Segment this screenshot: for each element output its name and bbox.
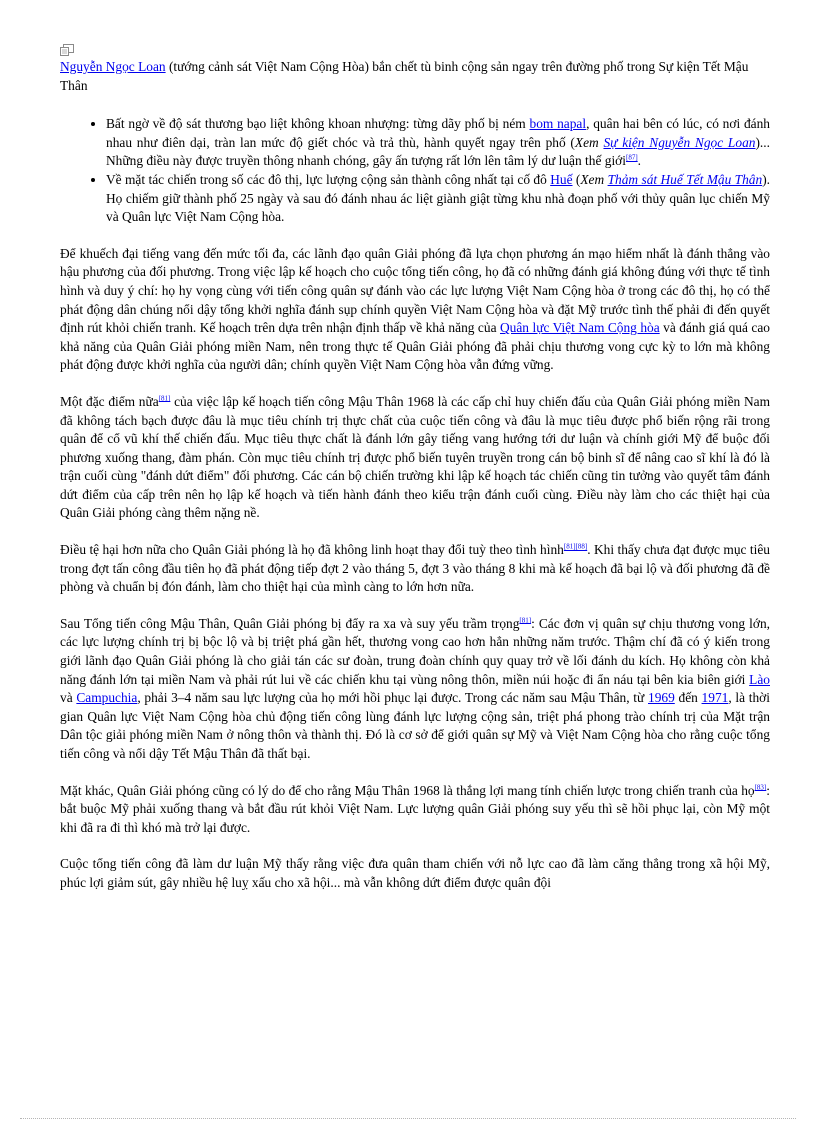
text: Điều tệ hại hơn nữa cho Quân Giải phóng là họ đã không linh hoạt thay đổi tuỳ theo tình hình (60, 542, 564, 558)
bullet-list (60, 115, 770, 227)
text: đến (674, 690, 702, 706)
image-caption (60, 58, 770, 95)
text: và (60, 690, 77, 706)
link-lao[interactable]: Lào (749, 671, 770, 687)
link-quan-luc-vnch[interactable]: Quân lực Việt Nam Cộng hòa (500, 320, 660, 336)
text: : bắt buộc Mỹ phải xuống thang và bắt đầu rút khỏi Việt Nam. Lực lượng quân Giải phóng suy yếu thì sẽ hồi phục lại, còn Mỹ một khi đã ra đi thì khó mà trở lại được. (60, 782, 770, 835)
paragraph-6 (60, 855, 770, 892)
link-bom-napal[interactable]: bom napal (529, 116, 587, 132)
broken-image-icon (60, 44, 770, 58)
link-nguyen-ngoc-loan[interactable]: Nguyễn Ngọc Loan (60, 59, 166, 74)
text: Sau Tổng tiến công Mậu Thân, Quân Giải phóng bị đẩy ra xa và suy yếu trầm trọng (60, 615, 520, 631)
link-campuchia[interactable]: Campuchia (76, 690, 138, 706)
paragraph-1 (60, 245, 770, 375)
text: . Khi thấy chưa đạt được mục tiêu trong đợt tấn công đầu tiên họ đã phát động tiếp đợt 2 vào tháng 5, đợt 3 vào tháng 8 khi mà kế hoạch đã bại lộ và đối phương đã đề phòng và chuẩn bị đón đánh, làm cho thiệt hại của mình càng to lớn hơn nữa. (60, 542, 770, 595)
text: , phải 3–4 năm sau lực lượng của họ mới hồi phục lại được. Trong các năm sau Mậu Thân, từ (137, 690, 648, 706)
caption-text: (tướng cảnh sát Việt Nam Cộng Hòa) bắn chết tù binh cộng sản ngay trên đường phố trong Sự kiện Tết Mậu Thân (60, 59, 749, 93)
reference-87[interactable]: [87] (625, 153, 638, 162)
text: : Các đơn vị quân sự chịu thương vong lớn, các lực lượng chính trị bị bộc lộ và bị triệt phá gần hết, thương vong cao hơn hẳn những năm trước. Thậm chí đã có ý kiến trong giới lãnh đạo Quân Giải phóng là cho giải tán các sư đoàn, trung đoàn chính quy quay trở về lối đánh du kích. Họ không còn khả năng đánh lớn tại miền Nam và phải rút lui về các chiến khu tại vùng nông thôn, miền núi hoặc đi ẩn náu tại bên kia biên giới (60, 615, 770, 687)
text: )... Những điều này được truyền thông nhanh chóng, gây ấn tượng rất lớn lên tâm lý dư luận thế giới (106, 134, 770, 169)
text: Để khuếch đại tiếng vang đến mức tối đa, các lãnh đạo quân Giải phóng đã lựa chọn phương án mạo hiểm nhất là đánh thẳng vào hậu phương của đối phương. Trong việc lập kế hoạch cho cuộc tổng tiến công, họ đã có những đánh giá không đúng với thực tế tình hình và duy ý chí: họ hy vọng cùng với tiến công quân sự đánh vào các lực lượng Việt Nam Cộng hòa ở trong các đô thị, họ có thể phát động dân chúng nổi dậy tổng khởi nghĩa đánh sụp chính quyền Việt Nam Cộng hòa và đặt Mỹ trước tình thế phải đi đến quyết định rút khỏi chiến tranh. Kế hoạch trên dựa trên nhận định thấp về khả năng của (60, 245, 770, 336)
text: và đánh giá quá cao khả năng của Quân Giải phóng miền Nam, nên trong thực tế Quân Giải phóng đã phải chịu thương vong cực kỳ to lớn mà không phát động được khởi nghĩa của người dân; chính quyền Việt Nam Cộng hòa vẫn đứng vững. (60, 320, 770, 373)
link-1971[interactable]: 1971 (701, 690, 729, 706)
text: ( (572, 171, 581, 187)
document-page (60, 44, 770, 911)
paragraph-4 (60, 615, 770, 764)
text: của việc lập kế hoạch tiến công Mậu Thân 1968 là các cấp chỉ huy chiến đấu của Quân Giải phóng miền Nam đã không tách bạch được đâu là mục tiêu chính trị thực chất của cuộc tiến công và đâu là mục tiêu được phổ biến rộng rãi trong quân để cổ vũ khí thế chiến đấu. Mục tiêu thực chất là đánh lớn gây tiếng vang hướng tới dư luận và chính giới Mỹ để buộc đối phương xuống thang, đàm phán. Còn mục tiêu chính trị được phổ biến tuyên truyền trong cán bộ binh sĩ để nâng cao sĩ khí là đó là trận cuối cùng "đánh dứt điểm" đối phương. Các cán bộ chiến trường khi lập kế hoạch tác chiến cũng tin tưởng vào quyết tâm đánh dứt điểm của cấp trên nên họ lập kế hoạch và tiến hành đánh theo kiểu trận đánh cuối cùng. Điều này làm cho các thiệt hại của Quân Giải phóng càng thêm nặng nề. (60, 393, 770, 521)
italic-text: Xem (580, 171, 608, 187)
paragraph-5 (60, 782, 770, 838)
text: Cuộc tổng tiến công đã làm dư luận Mỹ thấy rằng việc đưa quân tham chiến với nỗ lực cao đã làm căng thẳng trong xã hội Mỹ, phúc lợi giảm sút, gây nhiều hệ luỵ xấu cho xã hội... mà vẫn không dứt điểm được quân đội (60, 856, 770, 890)
text: . (637, 153, 642, 169)
italic-text: Xem (574, 134, 604, 150)
link-1969[interactable]: 1969 (648, 690, 675, 706)
text: ). Họ chiếm giữ thành phố 25 ngày và sau đó đánh nhau ác liệt giành giật từng khu nhà đoạn phố với thủy quân lục chiến Mỹ và Quân lực Việt Nam Cộng hòa. (106, 171, 771, 225)
link-tham-sat-hue[interactable]: Thảm sát Huế Tết Mậu Thân (607, 171, 763, 187)
link-su-kien-nguyen-ngoc-loan[interactable]: Sự kiện Nguyễn Ngọc Loan (603, 134, 756, 150)
text: Về mặt tác chiến trong số các đô thị, lực lượng cộng sản thành công nhất tại cố đô (106, 171, 551, 187)
text: Mặt khác, Quân Giải phóng cũng có lý do để cho rằng Mậu Thân 1968 là thắng lợi mang tính chiến lược trong chiến tranh của họ (60, 782, 755, 798)
reference-81[interactable]: [81] (519, 616, 532, 625)
text: , là thời gian Quân lực Việt Nam Cộng hòa chủ động tiến công lùng đánh lực lượng cộng sản, triệt phá phong trào chính trị của Mặt trận Dân tộc giải phóng miền Nam ở nông thôn và thành thị. Đó là cơ sở để giới quân sự Mỹ và Việt Nam Cộng hòa cho rằng cuộc tổng tiến công và nổi dậy Tết Mậu Thân đã thất bại. (60, 690, 770, 761)
text: Một đặc điểm nữa (60, 393, 159, 409)
page-bottom-border (20, 1118, 796, 1119)
text: , quân hai bên có lúc, có nơi đánh nhau như điên dại, tràn lan mức độ giết chóc và trả thù, hành quyết ngay trên phố ( (106, 116, 770, 150)
reference-81-88[interactable]: [81][88] (563, 542, 588, 551)
list-item (106, 171, 770, 227)
paragraph-2 (60, 393, 770, 523)
reference-81[interactable]: [81] (158, 394, 171, 403)
link-hue[interactable]: Huế (550, 171, 573, 187)
list-item (106, 115, 770, 171)
reference-83[interactable]: [83] (754, 783, 767, 792)
paragraph-3 (60, 541, 770, 597)
text: Bất ngờ về độ sát thương bạo liệt không khoan nhượng: từng dãy phố bị ném (106, 116, 530, 132)
